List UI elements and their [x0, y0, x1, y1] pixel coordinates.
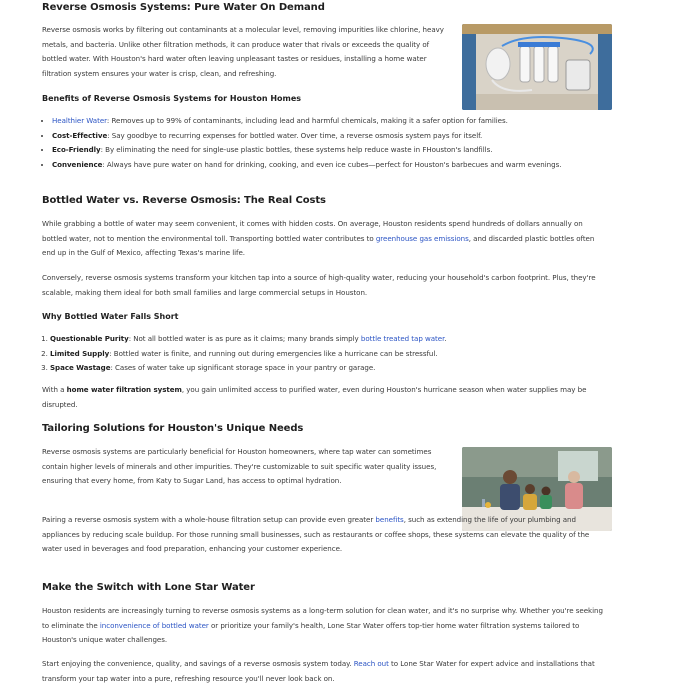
- list-item: [52, 114, 612, 129]
- list-item-text: .: [444, 334, 447, 343]
- costs-paragraph-2: Conversely, reverse osmosis systems transform your kitchen tap into a source of high-quality water, reducing your household's carbon footprint. Plus, they're scalable, making them ideal for both small families and large commercial setups in Houston.: [42, 273, 596, 297]
- list-item-label: Space Wastage: [50, 363, 111, 372]
- healthier-water-link[interactable]: Healthier Water: [52, 116, 107, 125]
- list-item-text: : By eliminating the need for single-use plastic bottles, these systems help reduce waste in FHouston's landfills.: [100, 145, 493, 154]
- list-item-text: : Always have pure water on hand for drinking, cooking, and even ice cubes—perfect for Houston's barbecues and warm evenings.: [102, 159, 562, 169]
- list-item: [50, 332, 610, 347]
- paragraph-text: to Lone Star Water for expert advice and installations that transform your tap water into a pure, refreshing resource you'll never look back on.: [42, 659, 595, 683]
- paragraph-text: With a: [42, 385, 67, 394]
- reach-out-link[interactable]: Reach out: [353, 659, 389, 668]
- list-item: [50, 361, 610, 376]
- section-title-real-costs: Bottled Water vs. Reverse Osmosis: The Real Costs: [42, 195, 326, 206]
- list-item-label: Eco-Friendly: [52, 145, 101, 154]
- paragraph-text: Houston residents are increasingly turning to reverse osmosis systems as a long-term solution for clean water, and it's no surprise why. Whether you're seeking to eliminate the: [42, 606, 603, 630]
- switch-paragraph-1: [42, 604, 608, 648]
- list-item-label: Questionable Purity: [50, 334, 129, 343]
- bottle-treated-tap-water-link[interactable]: bottle treated tap water: [360, 334, 445, 343]
- paragraph-bold: home water filtration system: [66, 385, 182, 394]
- ro-system-under-sink-image: [462, 24, 612, 110]
- paragraph-text: Pairing a reverse osmosis system with a whole-house filtration setup can provide even greater: [42, 515, 376, 524]
- paragraph-text: or prioritize your family's health, Lone Star Water offers top-tier home water filtration systems tailored to Houston's unique water challenges.: [42, 620, 580, 644]
- benefits-link[interactable]: benefits: [375, 515, 404, 524]
- section-title-ro-systems: Reverse Osmosis Systems: Pure Water On Demand: [42, 2, 325, 13]
- list-item-text: : Bottled water is finite, and running out during emergencies like a hurricane can be stressful.: [109, 348, 438, 358]
- paragraph-text: While grabbing a bottle of water may seem convenient, it comes with hidden costs. On average, Houston residents spend hundreds of dollars annually on bottled water, not to mention the environmental toll. Transporting bottled water contributes to: [42, 219, 583, 243]
- list-item-label: Convenience: [52, 159, 103, 169]
- falls-short-heading: Why Bottled Water Falls Short: [42, 312, 179, 321]
- list-item: [52, 158, 612, 173]
- switch-paragraph-2: [42, 657, 608, 686]
- list-item-label: Limited Supply: [50, 348, 110, 358]
- list-item-label: Cost-Effective: [52, 130, 108, 140]
- houston-paragraph-2: [42, 513, 608, 557]
- section-title-houston-needs: Tailoring Solutions for Houston's Unique Needs: [42, 423, 304, 434]
- list-item-text: : Not all bottled water is as pure as it claims; many brands simply: [128, 334, 361, 343]
- costs-paragraph-1: [42, 217, 608, 261]
- filtration-paragraph: [42, 383, 608, 412]
- falls-short-list: [42, 332, 610, 376]
- paragraph-text: , such as extending the life of your plumbing and appliances by reducing scale buildup. For those running small businesses, such as restaurants or coffee shops, these systems can elevate the quality of the water used in beverages and food preparation, enhancing your customer experience.: [42, 515, 590, 553]
- greenhouse-gas-link[interactable]: greenhouse gas emissions: [375, 233, 469, 243]
- paragraph-text: Start enjoying the convenience, quality, and savings of a reverse osmosis system today.: [42, 659, 354, 668]
- list-item-text: : Removes up to 99% of contaminants, including lead and harmful chemicals, making it a safer option for families.: [106, 116, 508, 125]
- benefits-heading: Benefits of Reverse Osmosis Systems for Houston Homes: [42, 94, 302, 103]
- list-item-text: : Cases of water take up significant storage space in your pantry or garage.: [110, 363, 376, 372]
- list-item: [50, 347, 610, 362]
- houston-paragraph-1: Reverse osmosis systems are particularly beneficial for Houston homeowners, where tap water can sometimes contain higher levels of minerals and other impurities. They're customizable to suit specific water quality issues, ensuring that every home, from Katy to Sugar Land, has access to optimal hydration.: [42, 447, 437, 485]
- intro-paragraph: Reverse osmosis works by filtering out contaminants at a molecular level, removing impurities like chlorine, heavy metals, and bacteria. Unlike other filtration methods, it can produce water that rivals or exceeds the quality of bottled water. With Houston's hard water often leaving unpleasant tastes or residues, installing a home water filtration system ensures your water is crisp, clean, and refreshing.: [42, 25, 444, 78]
- list-item-text: : Say goodbye to recurring expenses for bottled water. Over time, a reverse osmosis system pays for itself.: [107, 130, 483, 140]
- list-item: [52, 143, 612, 158]
- paragraph-text: , you gain unlimited access to purified water, even during Houston's hurricane season when water supplies may be disrupted.: [42, 385, 587, 409]
- benefits-list: [42, 114, 612, 172]
- inconvenience-link[interactable]: inconvenience of bottled water: [99, 620, 209, 630]
- section-title-make-switch: Make the Switch with Lone Star Water: [42, 582, 255, 593]
- paragraph-text: , and discarded plastic bottles often end up in the Gulf of Mexico, affecting Texas's marine life.: [42, 233, 595, 257]
- list-item: [52, 129, 612, 144]
